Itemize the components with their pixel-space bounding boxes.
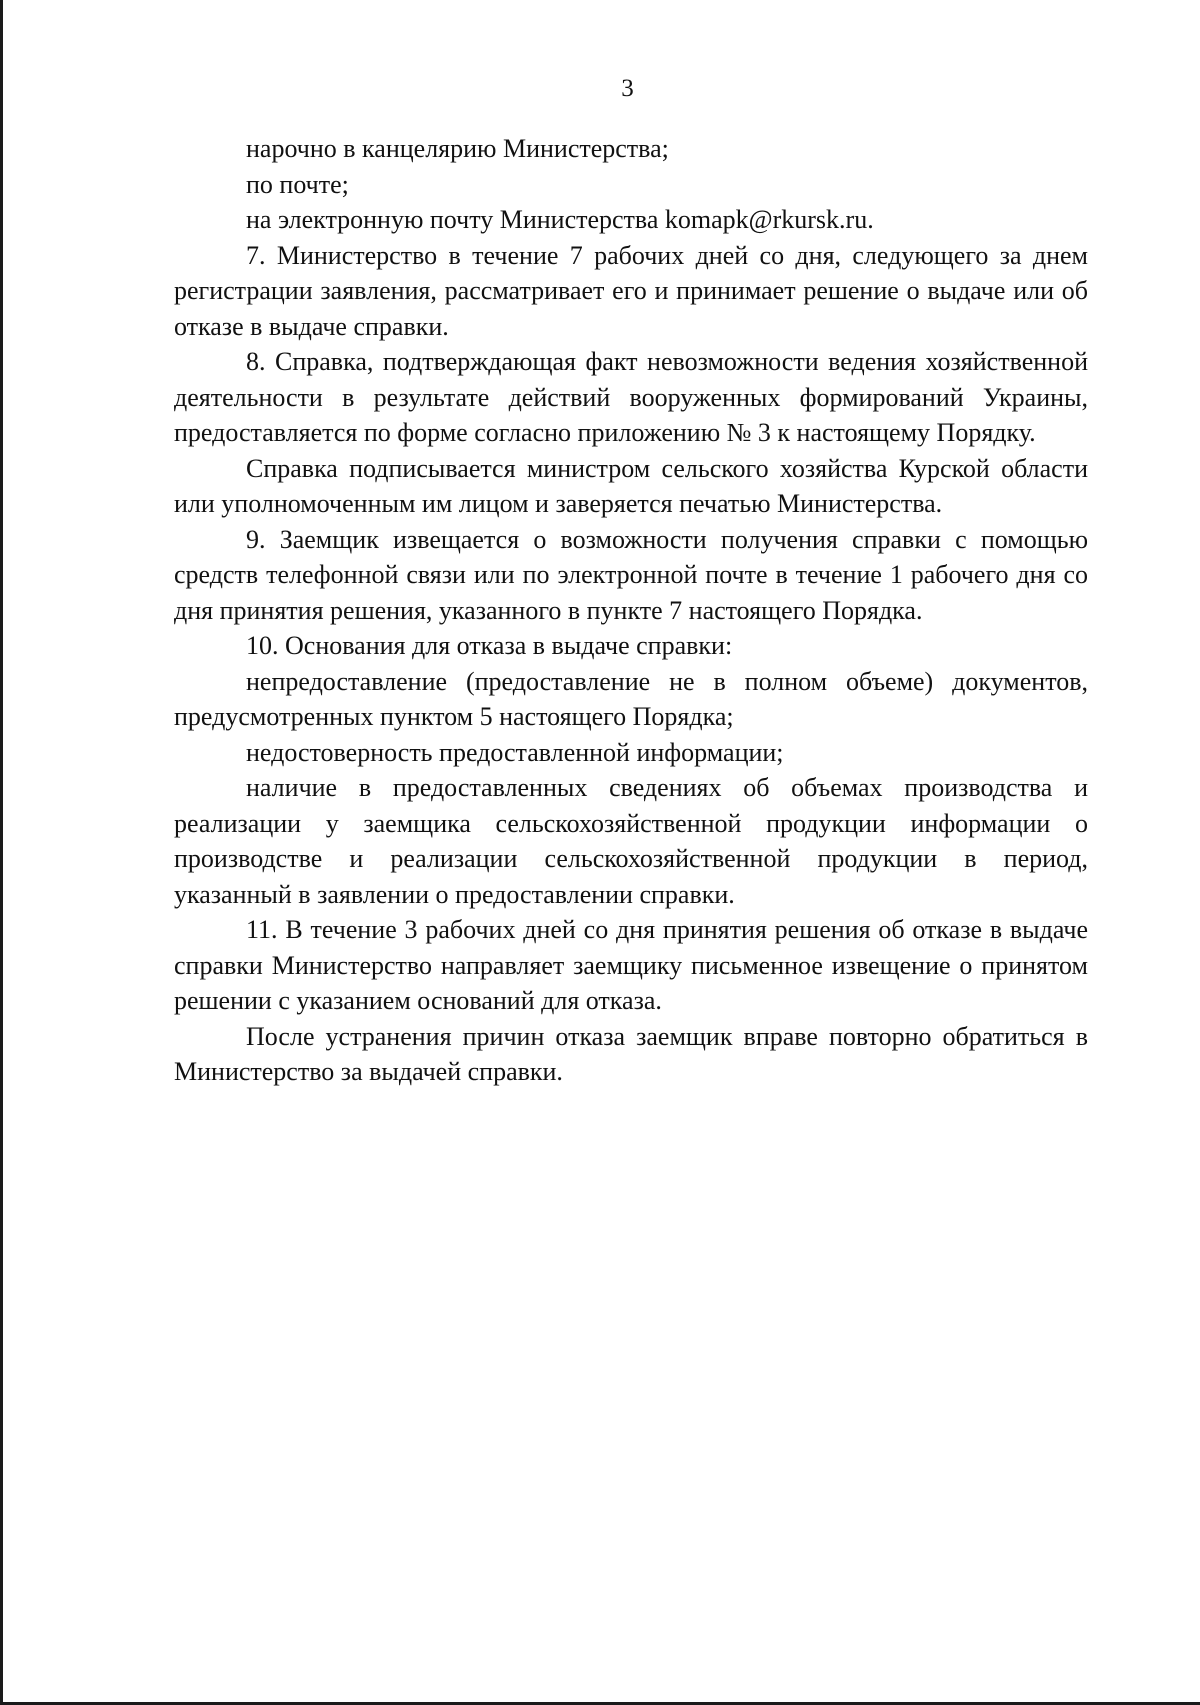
- paragraph-item-11: 11. В течение 3 рабочих дней со дня принятия решения об отказе в выдаче справки Министерство направляет заемщику письменное извещение о принятом решении с указанием оснований для отказа.: [174, 915, 1088, 1015]
- paragraph-reapply-note: После устранения причин отказа заемщик вправе повторно обратиться в Министерство за выдачей справки.: [174, 1021, 1088, 1086]
- paragraph-signature-note: Справка подписывается министром сельского хозяйства Курской области или уполномоченным им лицом и заверяется печатью Министерства.: [174, 453, 1088, 518]
- paragraph-item-10: 10. Основания для отказа в выдаче справки:: [246, 631, 733, 660]
- paragraph-refusal-reason-3: наличие в предоставленных сведениях об объемах производства и реализации у заемщика сельскохозяйственной продукции информации о производстве и реализации сельскохозяйственной продукции в период, указанный в заявлении о предоставлении справки.: [174, 773, 1088, 909]
- paragraph-delivery-in-person: нарочно в канцелярию Министерства;: [246, 134, 669, 163]
- paragraph-item-9: 9. Заемщик извещается о возможности получения справки с помощью средств телефонной связи или по электронной почте в течение 1 рабочего дня со дня принятия решения, указанного в пункте 7 настоящего Порядка.: [174, 524, 1088, 625]
- paragraph-item-7: 7. Министерство в течение 7 рабочих дней со дня, следующего за днем регистрации заявления, рассматривает его и принимает решение о выдаче или об отказе в выдаче справки.: [174, 240, 1088, 341]
- paragraph-delivery-by-email: на электронную почту Министерства komapk@rkursk.ru.: [246, 205, 874, 234]
- page-number: 3: [621, 75, 634, 102]
- paragraph-item-8: 8. Справка, подтверждающая факт невозможности ведения хозяйственной деятельности в результате действий вооруженных формирований Украины, предоставляется по форме согласно приложению № 3 к настоящему Порядку.: [174, 347, 1088, 447]
- paragraph-refusal-reason-1: непредоставление (предоставление не в полном объеме) документов, предусмотренных пунктом 5 настоящего Порядка;: [174, 666, 1088, 731]
- document-body: [174, 131, 1088, 1090]
- scan-border-left: [0, 0, 3, 1705]
- paragraph-delivery-by-mail: по почте;: [246, 169, 349, 199]
- paragraph-refusal-reason-2: недостоверность предоставленной информации;: [246, 737, 784, 767]
